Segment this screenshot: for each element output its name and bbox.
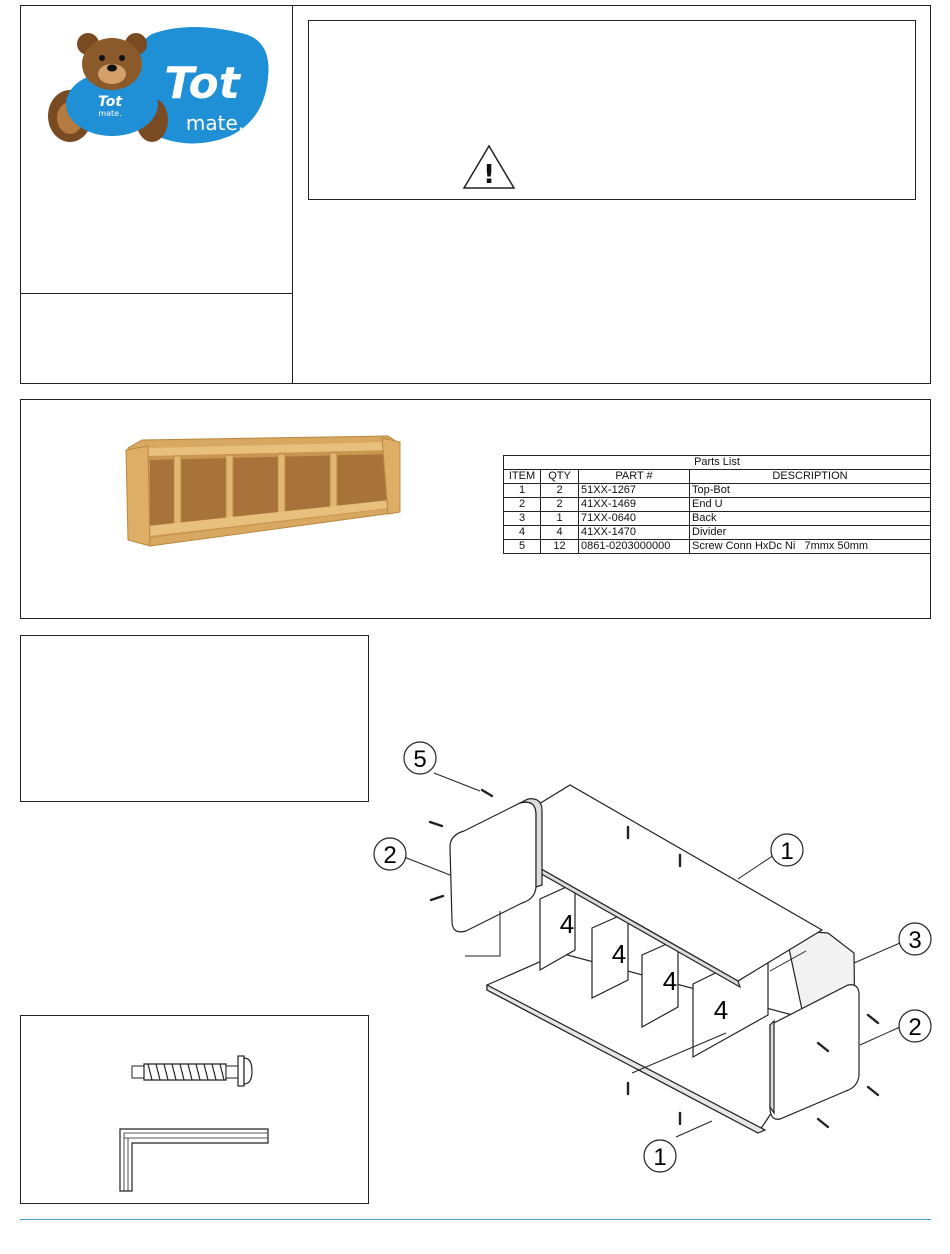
callout-end-right: 2 — [908, 1014, 922, 1041]
header-description: DESCRIPTION — [690, 470, 931, 484]
left-end-panel — [450, 802, 536, 932]
divider-label-1: 4 — [559, 909, 575, 939]
cell-part: 41XX-1469 — [579, 498, 690, 512]
cell-qty: 4 — [541, 526, 579, 540]
cell-item: 2 — [504, 498, 541, 512]
header-divider-horizontal — [20, 293, 293, 294]
product-photo — [120, 430, 405, 550]
footer-rule — [20, 1219, 931, 1220]
cell-part: 41XX-1470 — [579, 526, 690, 540]
divider-label-4: 4 — [713, 995, 729, 1025]
cell-qty: 2 — [541, 498, 579, 512]
cell-item: 5 — [504, 540, 541, 554]
cell-item: 4 — [504, 526, 541, 540]
header-qty: QTY — [541, 470, 579, 484]
callout-screw: 5 — [413, 746, 427, 773]
cell-qty: 2 — [541, 484, 579, 498]
table-row — [504, 498, 931, 512]
warning-box — [308, 20, 916, 200]
cell-item: 1 — [504, 484, 541, 498]
callout-top: 1 — [780, 838, 794, 865]
table-row — [504, 484, 931, 498]
brand-logo — [40, 20, 280, 150]
table-row — [504, 540, 931, 554]
cell-part: 71XX-0640 — [579, 512, 690, 526]
header-item: ITEM — [504, 470, 541, 484]
warning-symbol: ! — [483, 160, 495, 190]
callout-end-left: 2 — [383, 842, 397, 869]
connector-screw-icon — [130, 1050, 260, 1090]
exploded-assembly-diagram — [370, 735, 940, 1175]
parts-list-header-row — [504, 470, 931, 484]
warning-triangle-icon — [462, 144, 516, 190]
divider-label-3: 4 — [662, 966, 678, 996]
cell-item: 3 — [504, 512, 541, 526]
shirt-logo-text: Tot — [97, 94, 123, 110]
right-end-panel — [770, 985, 859, 1120]
callout-back: 3 — [908, 927, 922, 954]
cell-description: Screw Conn HxDc Ni 7mmx 50mm — [690, 540, 931, 554]
header-part: PART # — [579, 470, 690, 484]
shirt-logo-sub: mate. — [98, 109, 122, 118]
cell-qty: 1 — [541, 512, 579, 526]
notes-box — [20, 635, 369, 802]
hex-key-icon — [110, 1125, 275, 1200]
cell-description: Back — [690, 512, 931, 526]
callout-bottom: 1 — [653, 1144, 667, 1171]
logo-brand-sub: mate. — [185, 111, 245, 135]
cell-description: Divider — [690, 526, 931, 540]
parts-list-table — [503, 455, 931, 554]
cell-part: 51XX-1267 — [579, 484, 690, 498]
cell-qty: 12 — [541, 540, 579, 554]
cell-description: End U — [690, 498, 931, 512]
parts-list-title: Parts List — [504, 456, 931, 470]
logo-brand-text: Tot — [164, 58, 240, 109]
table-row — [504, 512, 931, 526]
header-divider-vertical — [292, 5, 293, 384]
cell-part: 0861-0203000000 — [579, 540, 690, 554]
table-row — [504, 526, 931, 540]
divider-label-2: 4 — [611, 939, 627, 969]
cell-description: Top-Bot — [690, 484, 931, 498]
